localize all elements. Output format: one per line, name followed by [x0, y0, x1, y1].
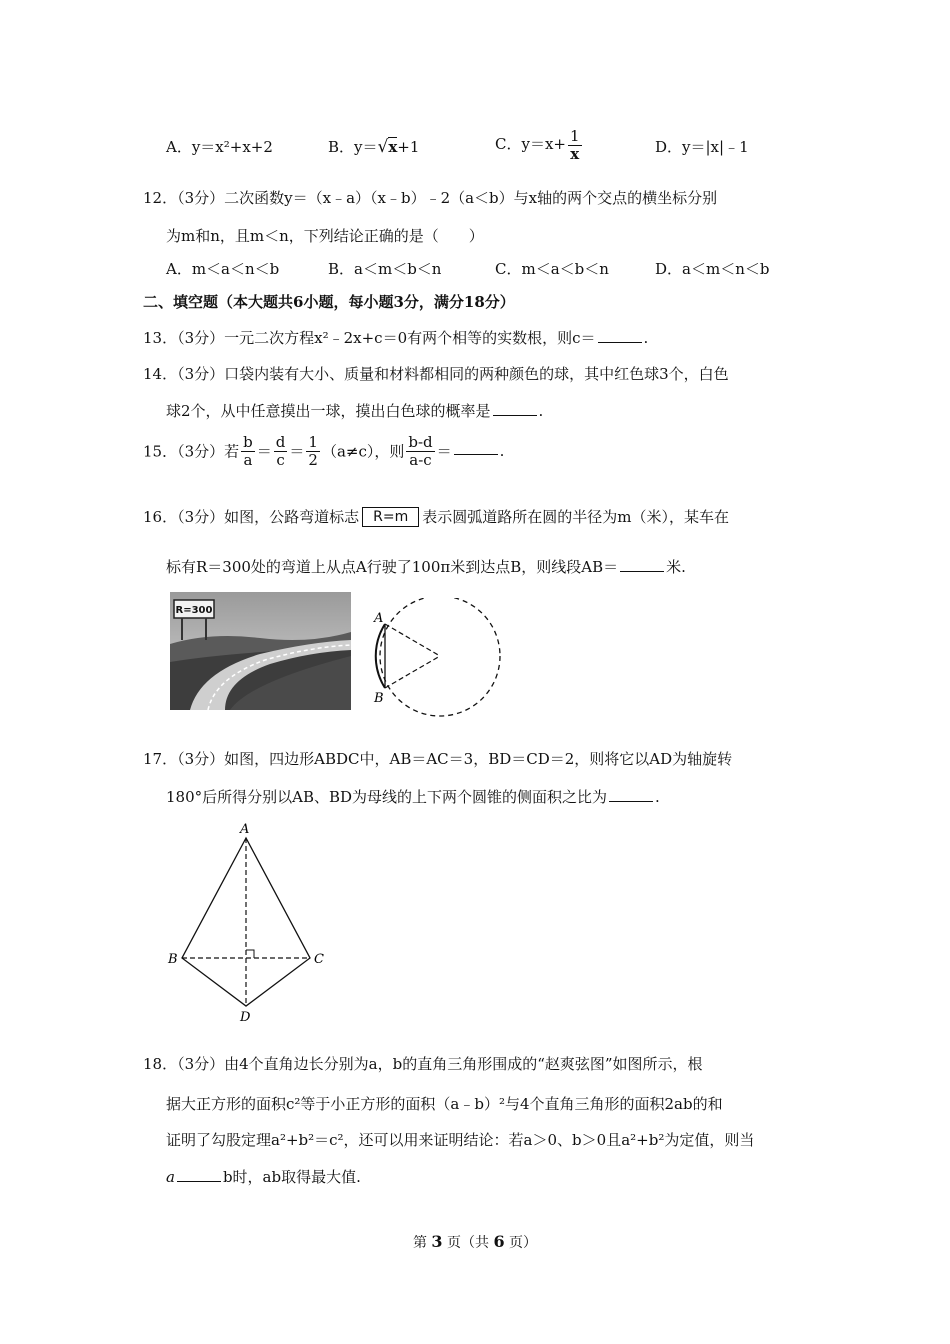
q13-body: 13．（3分）一元二次方程x²﹣2x+c＝0有两个相等的实数根，则c＝ — [143, 329, 596, 347]
sqrt-sign: √ — [377, 137, 389, 157]
footer-prefix: 第 — [412, 1235, 427, 1251]
fraction-denominator: c — [276, 450, 285, 469]
fraction-denominator: a — [243, 450, 253, 469]
fraction-numerator: b — [243, 433, 253, 451]
fraction-b-over-a — [241, 434, 255, 468]
fraction-numerator: b-d — [408, 433, 433, 451]
q18-line4-suffix: b时，ab取得最大值. — [222, 1168, 361, 1186]
q15-end: . — [499, 442, 505, 460]
label-b: B — [168, 952, 178, 967]
road-photo-drawing — [170, 592, 351, 710]
road-photo — [170, 592, 351, 710]
kite-diagram-drawing — [160, 818, 340, 1028]
fraction-d-over-c — [274, 434, 288, 468]
equals-sign: ＝ — [289, 442, 305, 461]
answer-blank — [454, 453, 498, 455]
q16-suffix: 表示圆弧道路所在圆的半径为m（米），某车在 — [422, 508, 729, 526]
answer-blank — [609, 800, 653, 802]
q15-text — [143, 434, 504, 468]
q13-end: . — [643, 329, 649, 347]
q17-line-2 — [166, 786, 660, 807]
q15-condition: （a≠c），则 — [321, 442, 405, 461]
q12-line-2: 为m和n，且m＜n，下列结论正确的是（ ） — [166, 227, 484, 245]
q13-text — [143, 327, 648, 348]
arc-ab — [376, 624, 385, 688]
fraction-one-half — [306, 434, 320, 468]
q16-prefix: 16．（3分）如图，公路弯道标志 — [143, 508, 360, 526]
fraction-denominator: 2 — [308, 450, 318, 469]
q15-prefix: 15．（3分）若 — [143, 442, 240, 461]
q17-end: . — [655, 788, 660, 806]
equals-sign: ＝ — [256, 442, 272, 461]
q17-line-1: 17．（3分）如图，四边形ABDC中，AB＝AC＝3，BD＝CD＝2，则将它以AD为轴旋转 — [143, 750, 733, 768]
fraction-numerator: d — [275, 433, 286, 451]
answer-blank — [177, 1180, 221, 1182]
q14-body: 球2个，从中任意摸出一球，摸出白色球的概率是 — [166, 402, 491, 420]
radius-oa — [385, 624, 440, 656]
fraction-numerator: 1 — [308, 433, 318, 451]
point-b-label: B — [374, 691, 384, 706]
q11-option-b-suffix: +1 — [397, 138, 420, 156]
q11-option-c-fraction — [568, 128, 582, 162]
kite-diagram — [160, 818, 340, 1028]
q11-option-b — [328, 136, 419, 157]
dashed-circle — [380, 598, 500, 716]
q12-option-d: D．a＜m＜n＜b — [655, 260, 770, 278]
q16-body: 标有R＝300处的弯道上从点A行驶了100π米到达点B，则线段AB＝ — [166, 558, 619, 576]
q11-option-c — [495, 128, 584, 162]
circle-diagram — [368, 598, 508, 723]
current-page-number: 3 — [431, 1232, 443, 1251]
label-c: C — [314, 952, 324, 967]
photo-sign-text: R=300 — [175, 605, 213, 616]
q12-option-b: B．a＜m＜b＜n — [328, 260, 442, 278]
equals-sign: ＝ — [436, 442, 452, 461]
q18-line4-prefix: a — [166, 1168, 175, 1186]
circle-diagram-drawing — [368, 598, 508, 723]
q16-line-2 — [166, 556, 686, 577]
q18-line-2: 据大正方形的面积c²等于小正方形的面积（a﹣b）²与4个直角三角形的面积2ab的和 — [166, 1095, 723, 1113]
point-a-label: A — [374, 611, 384, 626]
road-sign-label: R=m — [362, 507, 419, 527]
q16-end: 米. — [666, 558, 686, 576]
q14-line-2 — [166, 400, 543, 421]
q12-option-c: C．m＜a＜b＜n — [495, 260, 609, 278]
q11-option-d: D．y＝|x|﹣1 — [655, 138, 749, 156]
label-d: D — [240, 1010, 251, 1025]
q16-line-1 — [143, 506, 729, 527]
answer-blank — [598, 341, 642, 343]
q18-line-4 — [166, 1166, 361, 1187]
fraction-numerator: 1 — [569, 127, 580, 145]
answer-blank — [493, 414, 537, 416]
fraction-bd-over-ac — [406, 434, 434, 468]
q18-line-1: 18．（3分）由4个直角边长分别为a，b的直角三角形围成的“赵爽弦图”如图所示，根 — [143, 1055, 703, 1073]
fraction-denominator: a-c — [409, 450, 432, 469]
q11-option-b-radicand: x — [388, 138, 398, 156]
q12-option-a: A．m＜a＜n＜b — [166, 260, 280, 278]
radius-ob — [385, 656, 440, 688]
section-heading: 二、填空题（本大题共6小题，每小题3分，满分18分） — [143, 293, 515, 311]
right-angle-mark — [246, 950, 254, 958]
label-a: A — [240, 822, 250, 837]
q17-body: 180°后所得分别以AB、BD为母线的上下两个圆锥的侧面积之比为 — [166, 788, 608, 806]
q11-option-b-prefix: B．y＝ — [328, 138, 378, 156]
footer-middle: 页（共 — [447, 1235, 489, 1251]
page-footer — [0, 1232, 950, 1252]
q11-option-a: A．y＝x²+x+2 — [166, 138, 273, 156]
total-page-number: 6 — [493, 1232, 505, 1251]
q12-line-1: 12．（3分）二次函数y＝（x﹣a）（x﹣b）﹣2（a＜b）与x轴的两个交点的横坐标分别 — [143, 189, 718, 207]
footer-suffix: 页） — [509, 1235, 538, 1251]
q14-end: . — [538, 402, 544, 420]
q14-line-1: 14．（3分）口袋内装有大小、质量和材料都相同的两种颜色的球，其中红色球3个，白色 — [143, 365, 729, 383]
fraction-denominator: x — [570, 144, 580, 163]
answer-blank — [620, 570, 664, 572]
q11-option-c-prefix: C．y＝x+ — [495, 135, 566, 153]
q18-line-3: 证明了勾股定理a²+b²＝c²，还可以用来证明结论：若a＞0、b＞0且a²+b²为定值，则当 — [166, 1131, 755, 1149]
